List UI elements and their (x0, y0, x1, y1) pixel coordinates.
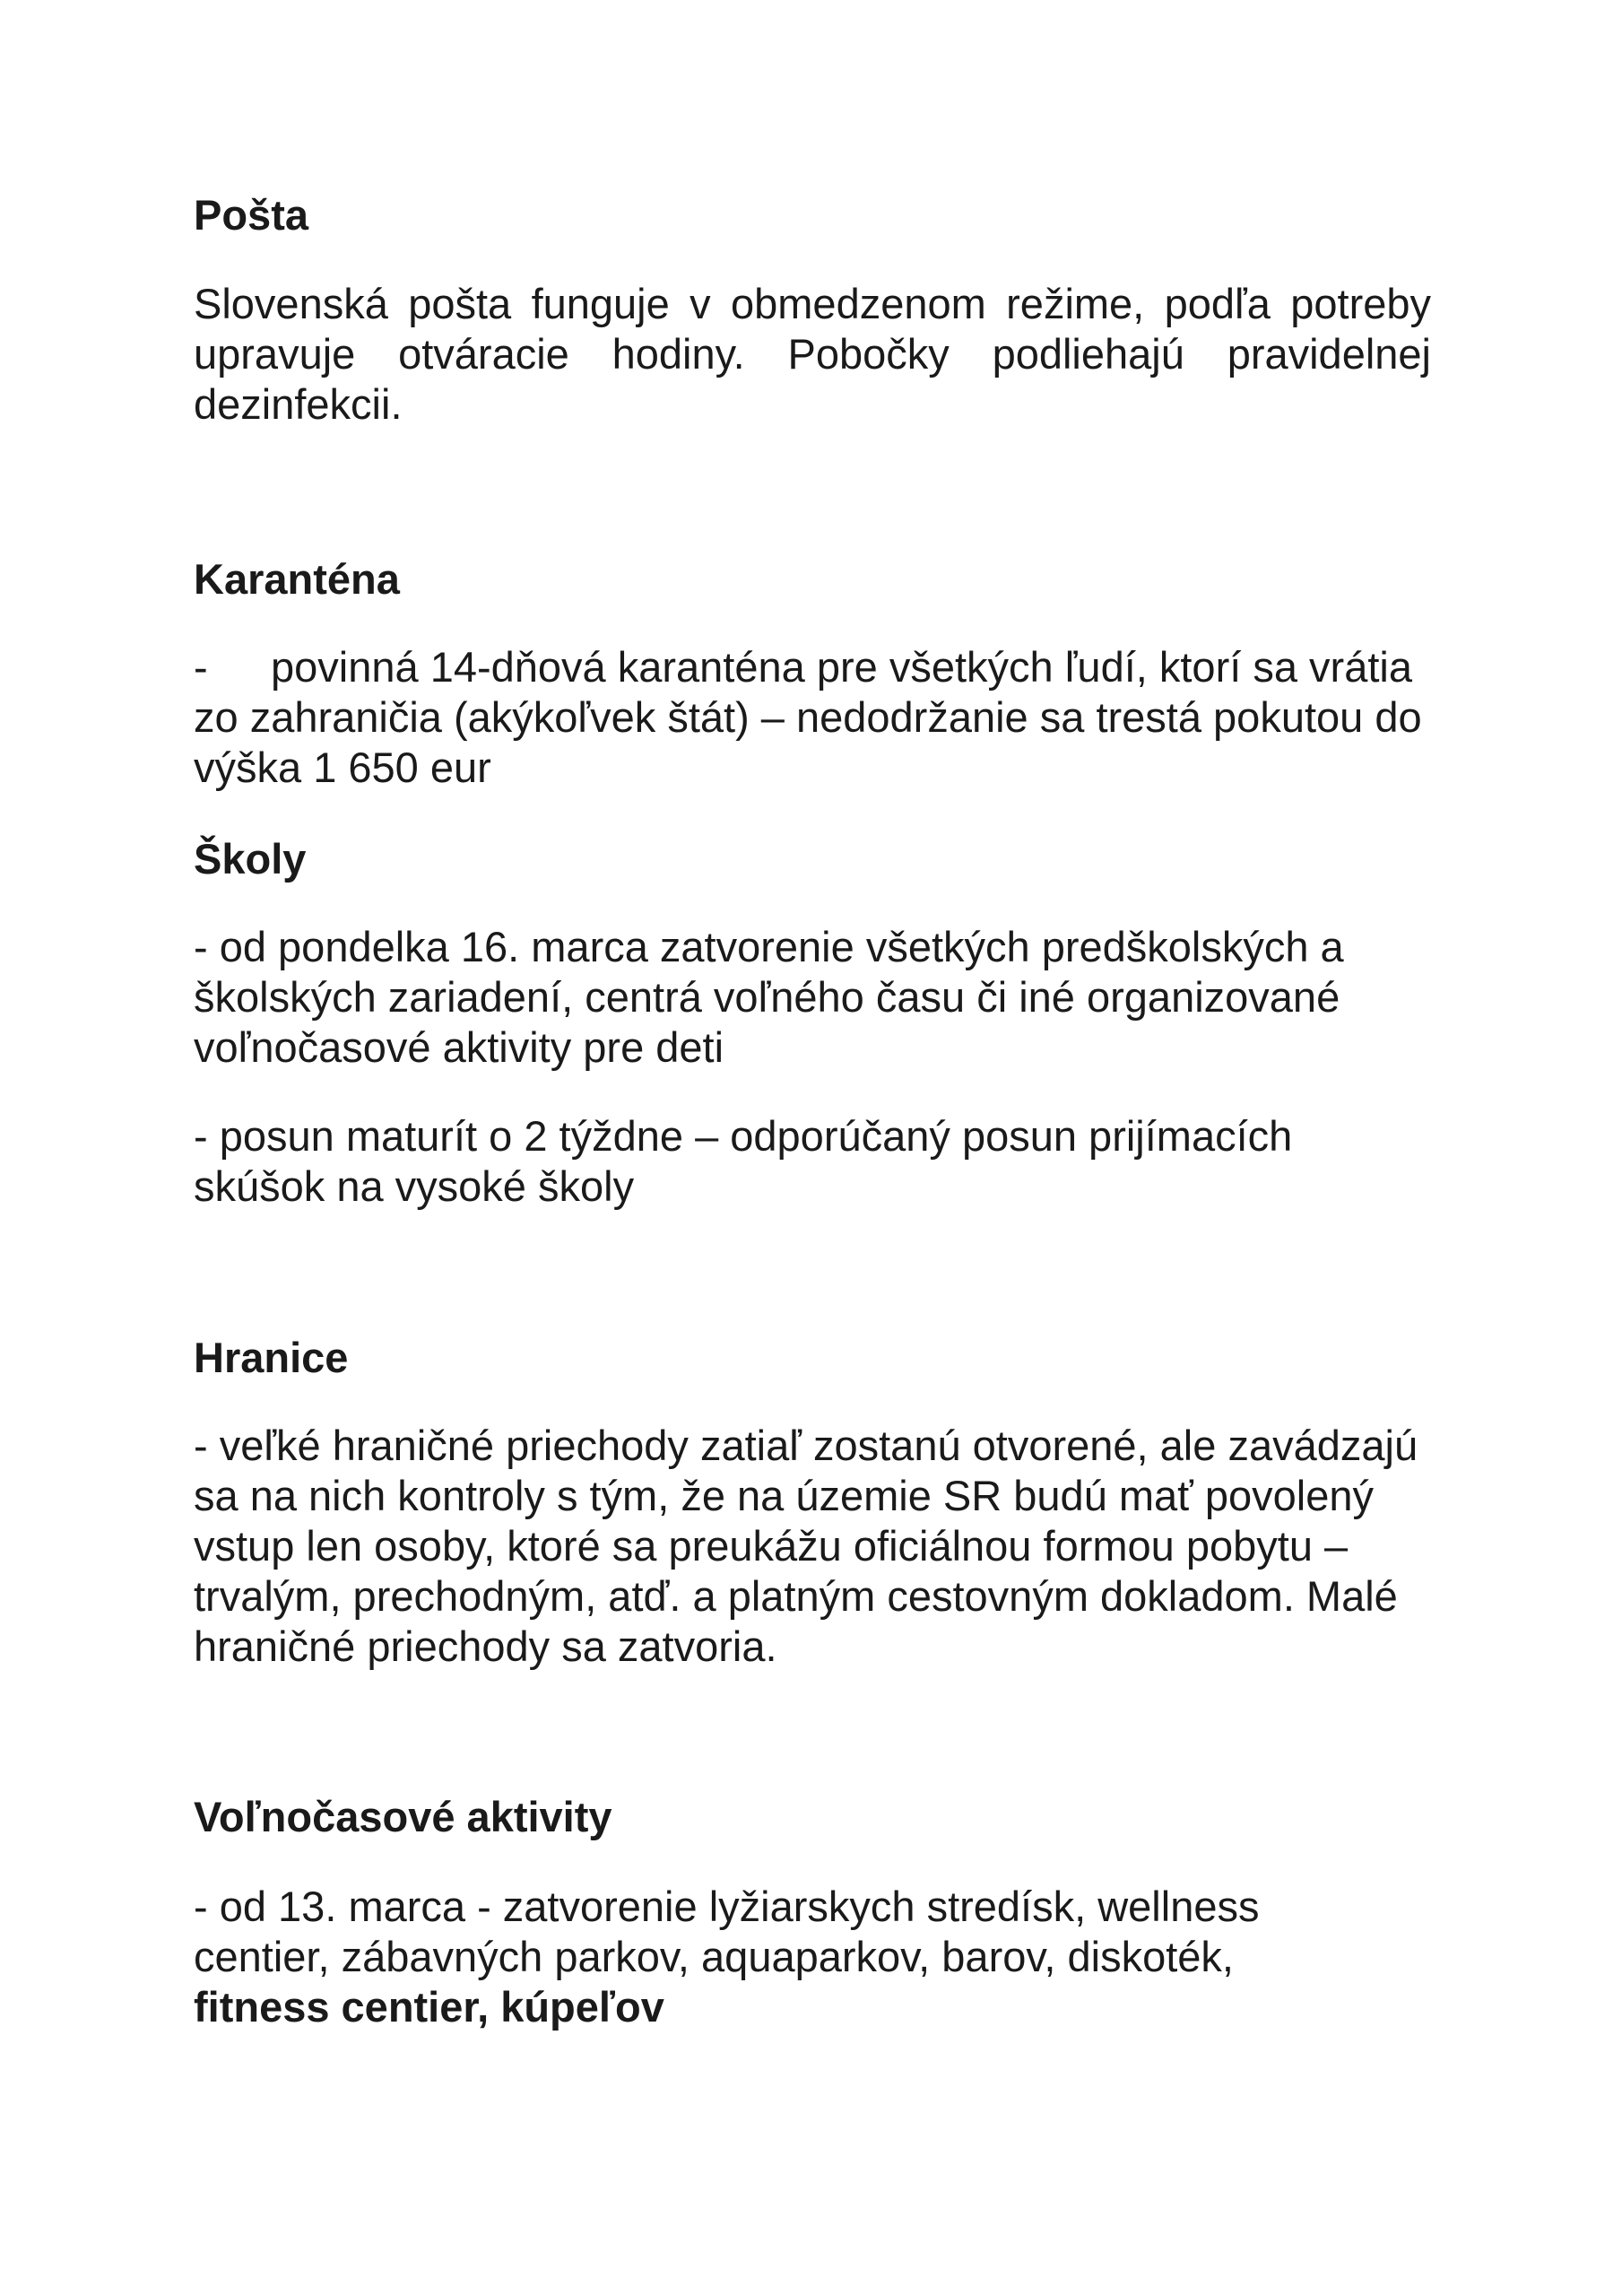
heading-skoly: Školy (194, 835, 307, 883)
heading-karantena: Karanténa (194, 555, 400, 603)
volnocasove-bold-text: fitness centier, kúpeľov (194, 1983, 664, 2031)
paragraph-hranice: - veľké hraničné priechody zatiaľ zostanú otvorené, ale zavádzajú sa na nich kontroly s tým, že na územie SR budú mať povolený vstup len osoby, ktoré sa preukážu oficiálnou formou pobytu – trvalým, prechodným, atď. a platným cestovným dokladom. Malé hraničné priechody sa zatvoria. (194, 1422, 1418, 1670)
paragraph-skoly-1: - od pondelka 16. marca zatvorenie všetkých predškolských a školských zariadení, centrá voľného času či iné organizované voľnočasové aktivity pre deti (194, 923, 1344, 1071)
karantena-text: povinná 14-dňová karanténa pre všetkých ľudí, ktorí sa vrátia zo zahraničia (akýkoľvek štát) – nedodržanie sa trestá pokutou do výška 1 650 eur (194, 643, 1422, 791)
paragraph-karantena (194, 642, 1431, 793)
paragraph-volnocasove-aktivity (194, 1882, 1332, 2032)
heading-hranice: Hranice (194, 1334, 349, 1381)
paragraph-skoly-2: - posun maturít o 2 týždne – odporúčaný posun prijímacích skúšok na vysoké školy (194, 1112, 1293, 1210)
paragraph-posta: Slovenská pošta funguje v obmedzenom režime, podľa potreby upravuje otváracie hodiny. Pobočky podliehajú pravidelnej dezinfekcii. (194, 280, 1431, 428)
volnocasove-text: - od 13. marca - zatvorenie lyžiarskych stredísk, wellness centier, zábavných parkov, aquaparkov, barov, diskoték, (194, 1883, 1260, 1980)
heading-volnocasove-aktivity: Voľnočasové aktivity (194, 1793, 612, 1840)
heading-posta: Pošta (194, 191, 308, 239)
list-dash: - (194, 643, 208, 691)
